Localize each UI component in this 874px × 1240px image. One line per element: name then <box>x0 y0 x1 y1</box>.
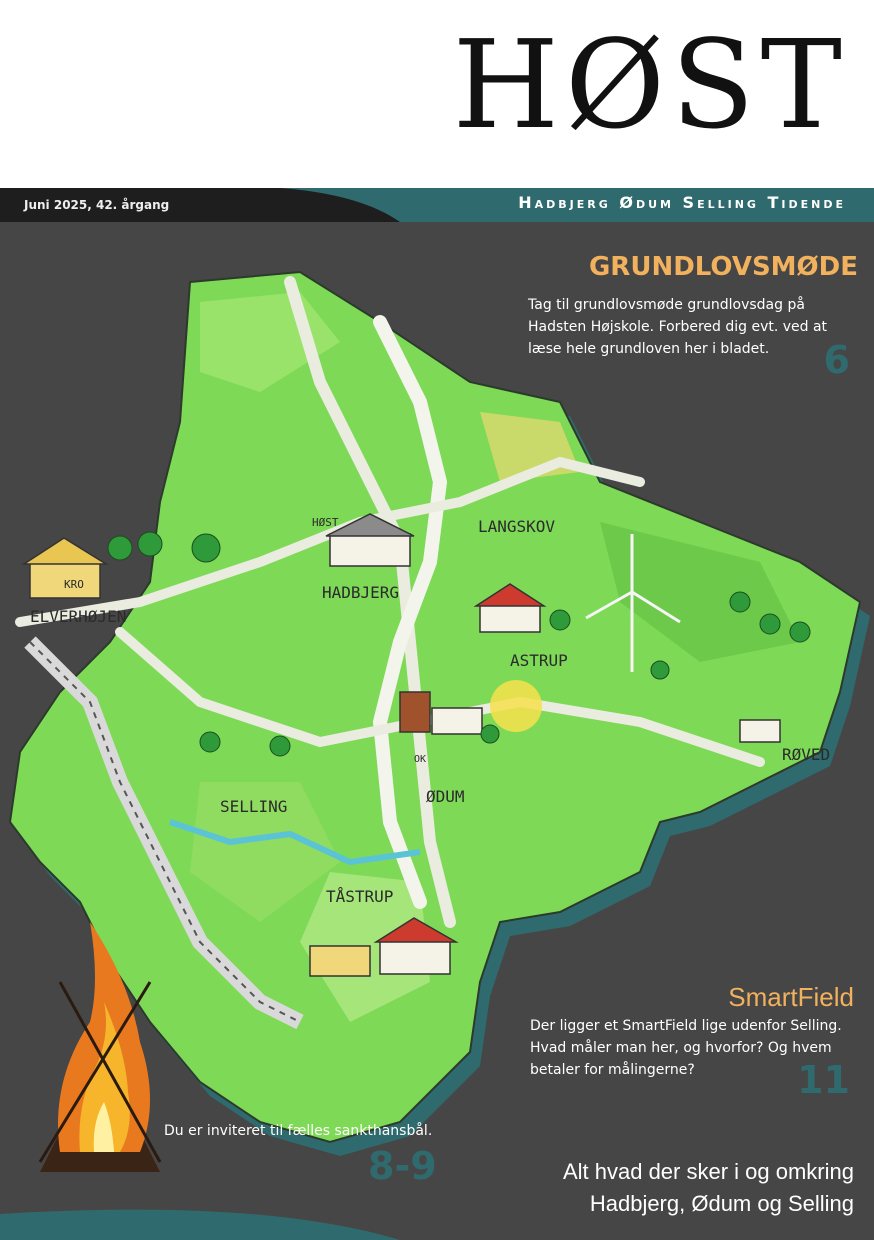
map-label-langskov: LANGSKOV <box>478 517 556 536</box>
issue-date: Juni 2025, 42. årgang <box>24 198 170 212</box>
feature-sankthans-page: 8-9 <box>368 1144 437 1188</box>
map-label-roved: RØVED <box>782 745 831 764</box>
map-label-astrup: ASTRUP <box>510 651 568 670</box>
masthead <box>0 0 874 190</box>
map-label-tastrup: TÅSTRUP <box>326 887 394 906</box>
feature-sankthans-body: Du er inviteret til fælles sankthansbål. <box>164 1123 433 1139</box>
magazine-logo: HØST <box>452 14 848 156</box>
tagline-line-1: Alt hvad der sker i og omkring <box>562 1159 854 1184</box>
feature-grundlov-title: GRUNDLOVSMØDE <box>588 252 858 282</box>
tagline-line-2: Hadbjerg, Ødum og Selling <box>589 1191 854 1216</box>
map-label-selling: SELLING <box>220 797 288 816</box>
feature-sankthans <box>164 1120 454 1142</box>
feature-smartfield-body: Der ligger et SmartField lige udenfor Selling. Hvad måler man her, og hvorfor? Og hvem betaler for målingerne? <box>530 1018 842 1078</box>
map-label-kro: KRO <box>64 578 84 591</box>
feature-grundlov-page: 6 <box>823 338 850 382</box>
feature-smartfield-page: 11 <box>797 1058 850 1102</box>
map-label-ok: OK <box>414 754 427 765</box>
map-label-odum: ØDUM <box>426 787 465 806</box>
bottom-band <box>0 1204 874 1240</box>
cover-area <box>0 222 874 1240</box>
map-label-elverhojen: ELVERHØJEN <box>30 607 127 626</box>
map-label-host: HØST <box>312 516 339 529</box>
map-label-hadbjerg: HADBJERG <box>322 583 400 602</box>
masthead-subtitle: Hadbjerg Ødum Selling Tidende <box>518 193 846 212</box>
feature-grundlov-body: Tag til grundlovsmøde grundlovsdag på Hadsten Højskole. Forbered dig evt. ved at læse hele grundloven her i bladet. <box>528 297 828 357</box>
feature-smartfield-title: SmartField <box>728 982 854 1012</box>
illustrated-map <box>0 222 874 1240</box>
feature-grundlov <box>528 252 858 360</box>
